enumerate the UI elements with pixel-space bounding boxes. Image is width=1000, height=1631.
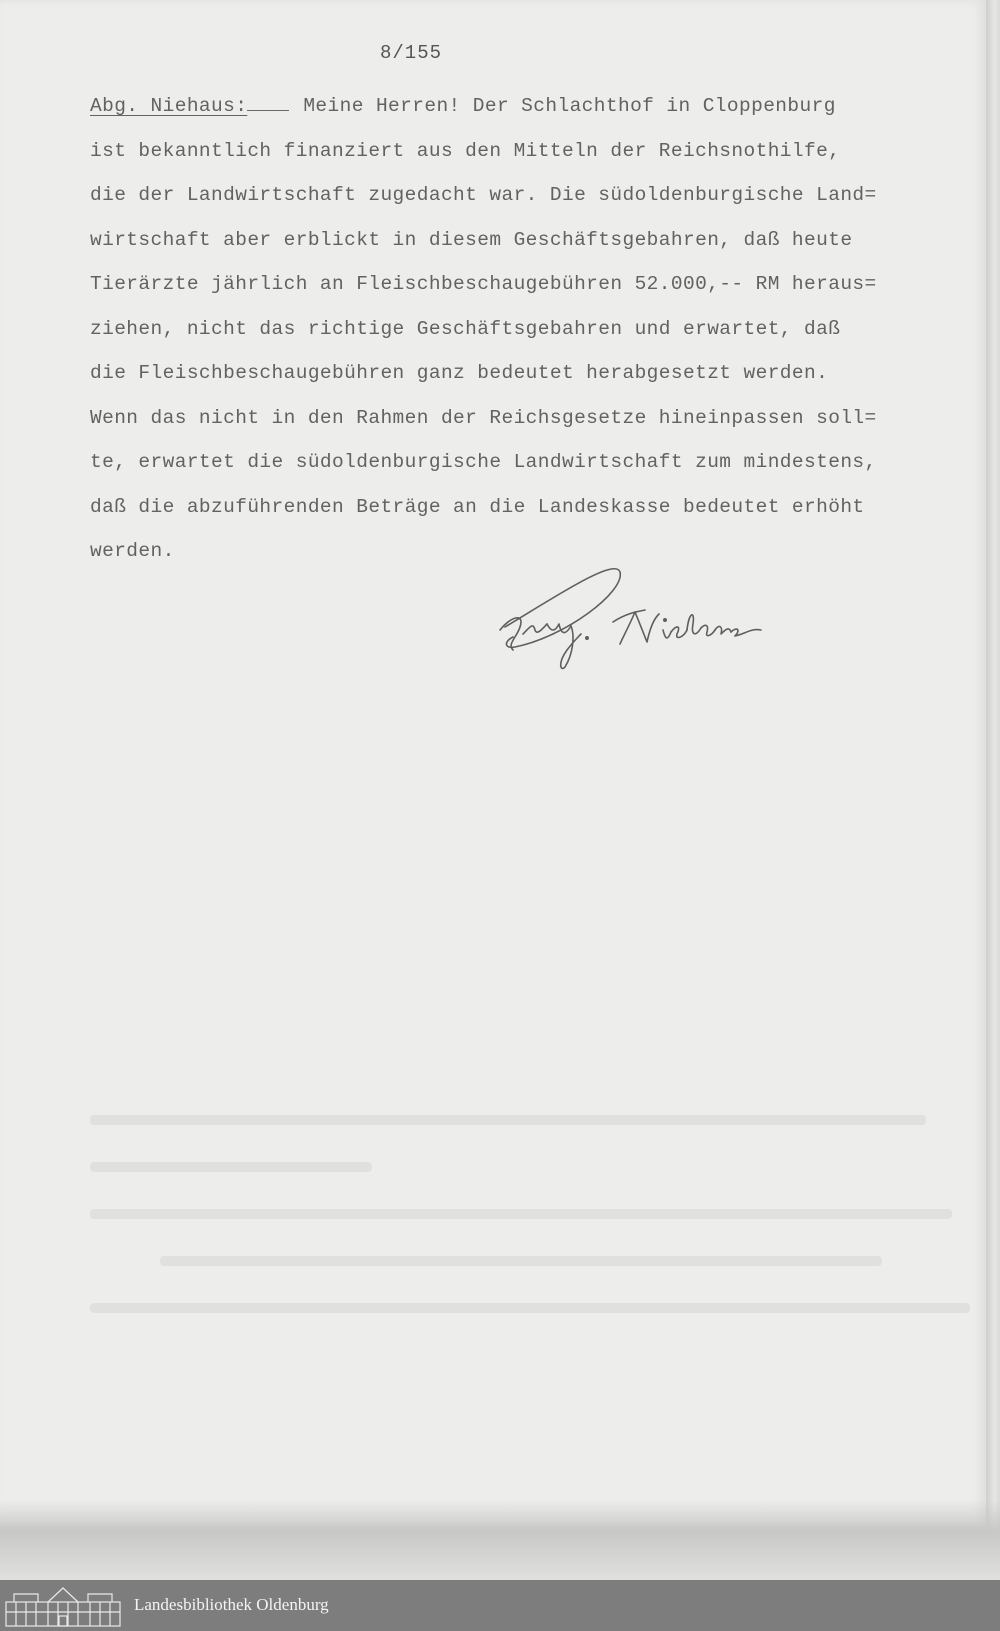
speech-text: [90, 84, 990, 574]
library-building-icon: [4, 1584, 122, 1628]
text-line-4: wirtschaft aber erblickt in diesem Geschäftsgebahren, daß heute: [90, 228, 853, 251]
text-line-7: die Fleischbeschaugebühren ganz bedeutet herabgesetzt werden.: [90, 362, 829, 384]
text-line-1: [90, 84, 990, 129]
text-line-6: ziehen, nicht das richtige Geschäftsgebahren und erwartet, daß: [90, 317, 841, 340]
speaker-name: Abg. Niehaus:: [90, 95, 248, 117]
text-line-11: werden.: [90, 540, 175, 562]
text-line-9: te, erwartet die südoldenburgische Landwirtschaft zum mindestens,: [90, 451, 877, 473]
text-line-8: Wenn das nicht in den Rahmen der Reichsgesetze hineinpassen soll=: [90, 406, 877, 429]
page-edge: [986, 0, 1000, 1580]
page-number: 8/155: [380, 42, 443, 64]
footer-bar: [0, 1580, 1000, 1631]
handwritten-signature: [495, 552, 795, 682]
text-line-2: ist bekanntlich finanziert aus den Mitteln der Reichsnothilfe,: [90, 139, 841, 162]
page-bottom-shadow: [0, 1500, 1000, 1580]
footer-library-name: Landesbibliothek Oldenburg: [134, 1595, 329, 1614]
text-line-1-content: Meine Herren! Der Schlachthof in Cloppenburg: [303, 95, 836, 117]
text-line-10: daß die abzuführenden Beträge an die Landeskasse bedeutet erhöht: [90, 495, 865, 518]
text-line-5: Tierärzte jährlich an Fleischbeschaugebühren 52.000,-- RM heraus=: [90, 273, 877, 295]
speaker-underline: [247, 92, 289, 111]
text-line-3: die der Landwirtschaft zugedacht war. Die südoldenburgische Land=: [90, 184, 877, 206]
faint-reverse-bleed-through: [90, 1115, 970, 1355]
